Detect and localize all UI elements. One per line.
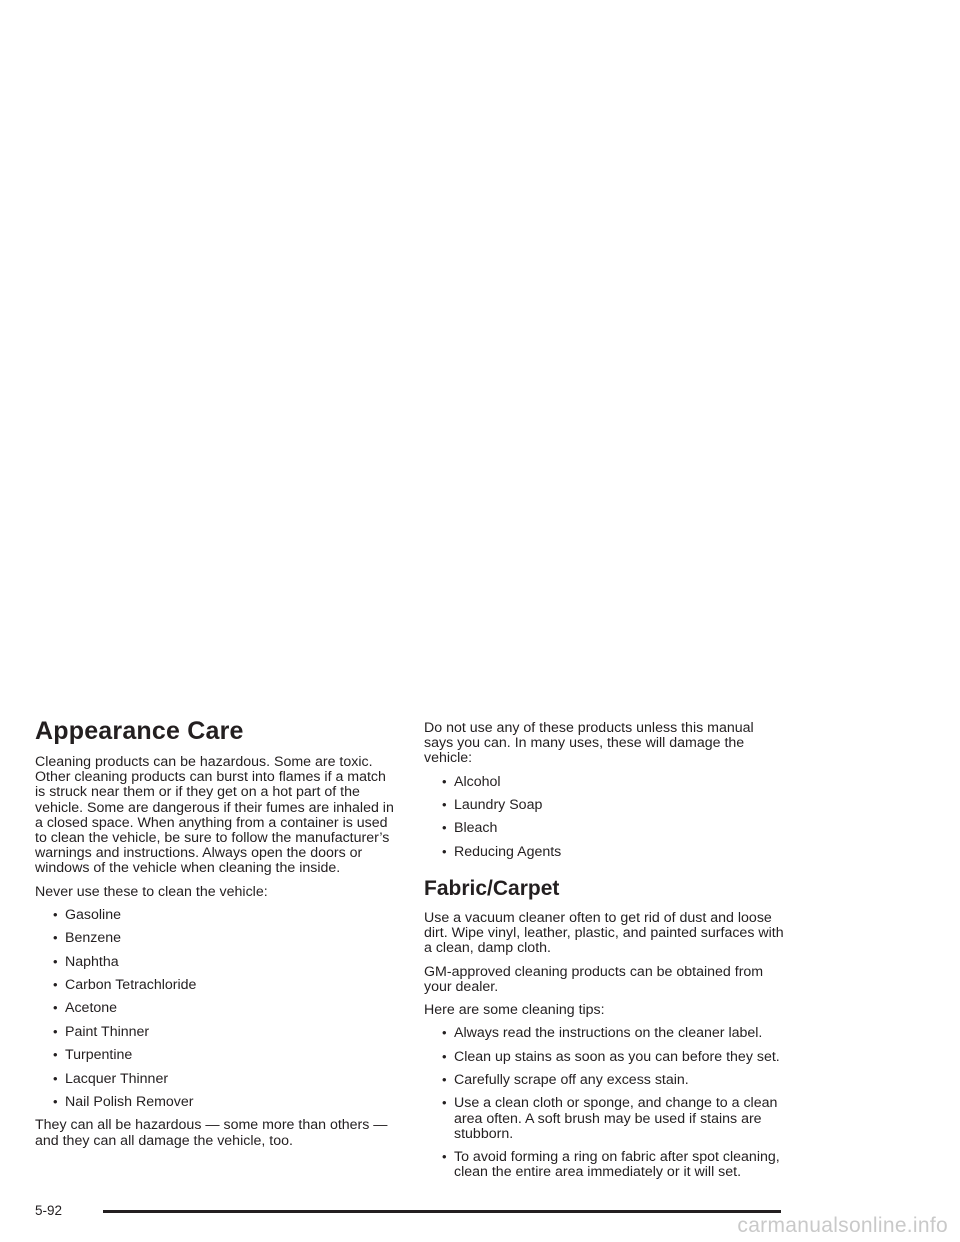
hazard-list: [35, 908, 395, 1110]
footer-divider: [103, 1210, 781, 1213]
fabric-paragraph-1: Use a vacuum cleaner often to get rid of dust and loose dirt. Wipe vinyl, leather, plastic, and painted surfaces with a clean, damp cloth.: [424, 909, 784, 957]
damage-intro-paragraph: Do not use any of these products unless this manual says you can. In many uses, these will damage the vehicle:: [424, 720, 754, 767]
list-item: • Naphtha: [35, 955, 395, 970]
section-heading-fabric-carpet: Fabric/Carpet: [424, 876, 560, 900]
cleaning-tips-list: [424, 1026, 784, 1180]
closing-paragraph: They can all be hazardous — some more than others — and they can all damage the vehicle, too.: [35, 1117, 388, 1149]
damaging-products-list: [424, 775, 784, 860]
list-item: • Reducing Agents: [424, 845, 784, 860]
right-column: [424, 721, 784, 1189]
list-item: • Carefully scrape off any excess stain.: [424, 1073, 784, 1088]
list-item: • To avoid forming a ring on fabric after spot cleaning, clean the entire area immediately or it will set.: [424, 1150, 784, 1180]
list-item: • Turpentine: [35, 1048, 395, 1063]
list-item: • Laundry Soap: [424, 798, 784, 813]
fabric-paragraph-2: GM-approved cleaning products can be obtained from your dealer.: [424, 963, 764, 995]
list-item: • Bleach: [424, 821, 784, 836]
left-column: [35, 716, 395, 1157]
never-use-lead: Never use these to clean the vehicle:: [35, 883, 268, 900]
list-item: • Carbon Tetrachloride: [35, 978, 395, 993]
list-item: • Always read the instructions on the cleaner label.: [424, 1026, 784, 1041]
list-item: • Benzene: [35, 931, 395, 946]
list-item: • Clean up stains as soon as you can before they set.: [424, 1050, 784, 1065]
list-item: • Acetone: [35, 1001, 395, 1016]
list-item: • Alcohol: [424, 775, 784, 790]
list-item: • Paint Thinner: [35, 1025, 395, 1040]
intro-paragraph: Cleaning products can be hazardous. Some are toxic. Other cleaning products can burst into flames if a match is struck near them or if they get on a hot part of the vehicle. Some are dangerous if their fumes are inhaled in a closed space. When anything from a container is used to clean the vehicle, be sure to follow the manufacturer’s warnings and instructions. Always open the doors or windows of the vehicle when cleaning the inside.: [35, 754, 394, 877]
watermark: carmanualsonline.info: [737, 1214, 948, 1237]
list-item: • Gasoline: [35, 908, 395, 923]
list-item: • Nail Polish Remover: [35, 1095, 395, 1110]
list-item: • Use a clean cloth or sponge, and change to a clean area often. A soft brush may be used if stains are stubborn.: [424, 1096, 784, 1142]
page-number: 5-92: [35, 1203, 63, 1218]
list-item: • Lacquer Thinner: [35, 1072, 395, 1087]
page-title: Appearance Care: [35, 717, 244, 745]
tips-lead: Here are some cleaning tips:: [424, 1002, 605, 1018]
